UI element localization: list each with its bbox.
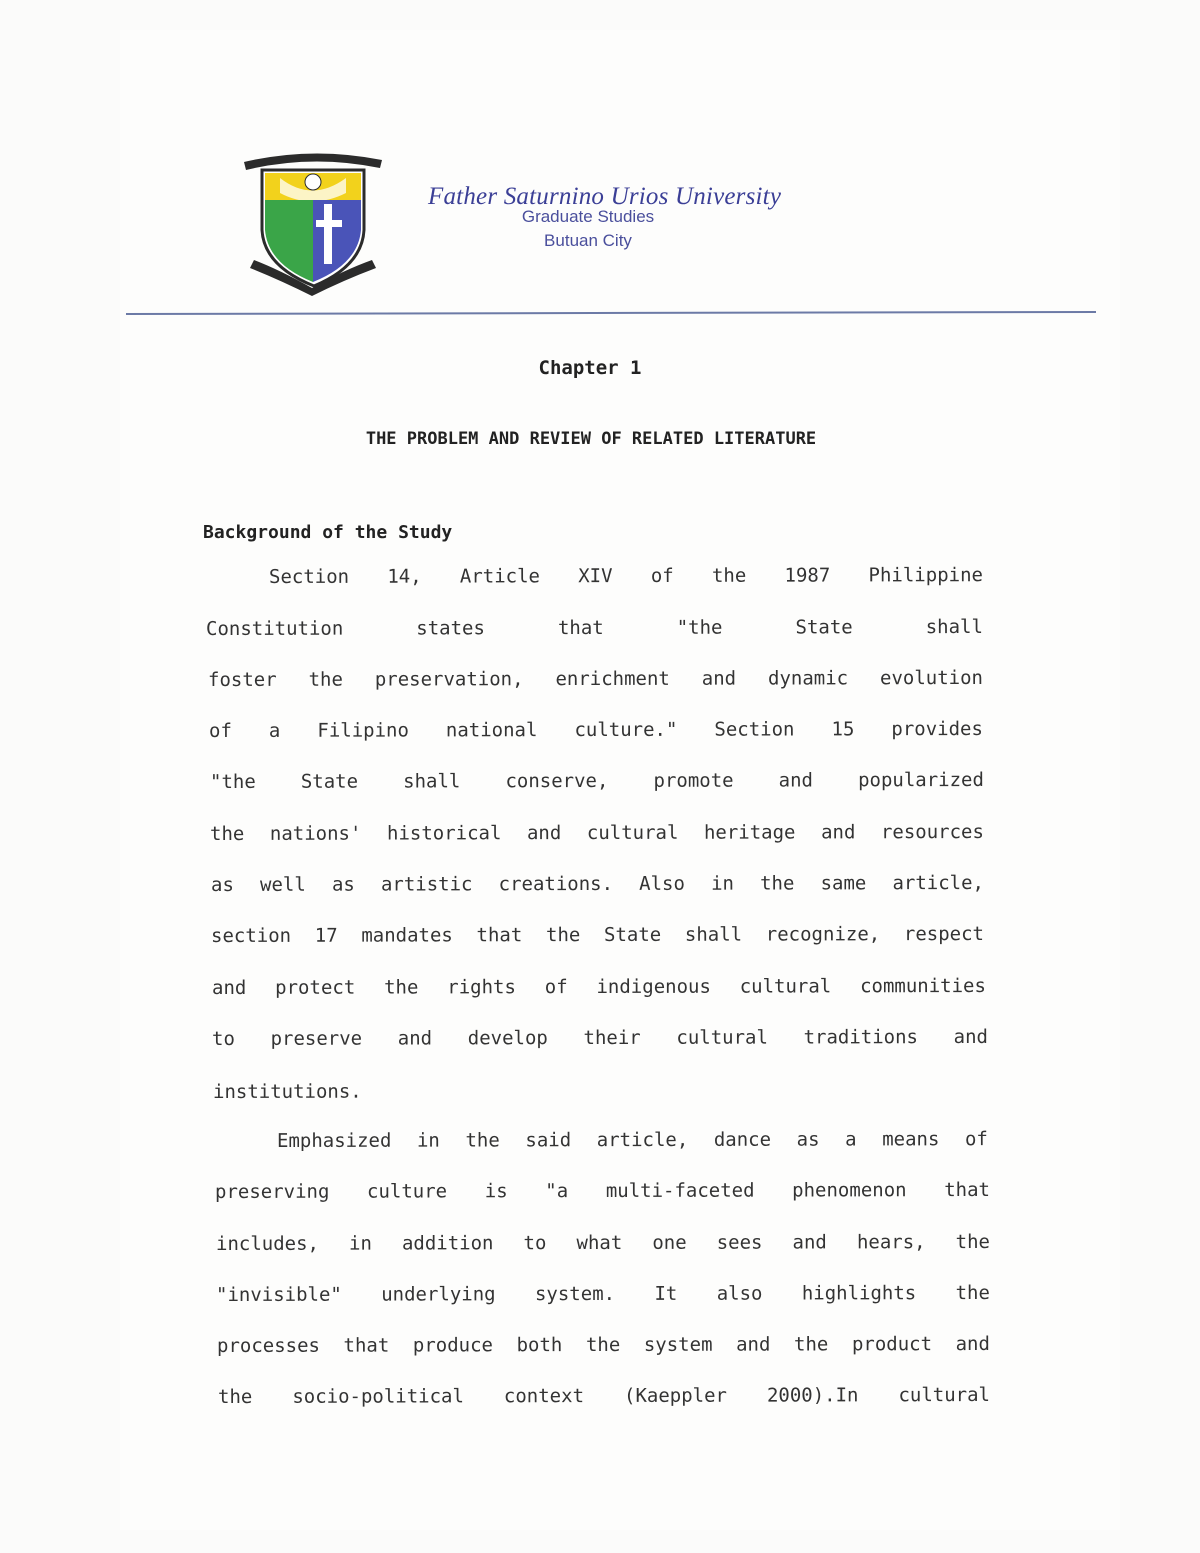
- department-name: Graduate Studies: [521, 207, 655, 226]
- word: highlights: [801, 1282, 917, 1305]
- body-line: [212, 975, 986, 1003]
- word: respect: [903, 922, 984, 946]
- word: what: [576, 1231, 623, 1255]
- word: and: [736, 1333, 771, 1356]
- word: system: [643, 1333, 713, 1356]
- word: in: [711, 872, 734, 895]
- word: that: [944, 1178, 990, 1202]
- word: 17: [314, 924, 338, 947]
- word: preserving: [214, 1180, 330, 1203]
- word: as: [331, 873, 355, 896]
- city-name: Butuan City: [544, 231, 632, 250]
- word: socio-political: [292, 1385, 464, 1408]
- body-line: [206, 616, 983, 644]
- word: foster: [207, 668, 277, 691]
- word: section: [210, 924, 292, 947]
- body-line: [215, 1179, 990, 1207]
- word: XIV: [578, 565, 613, 588]
- word: cultural: [586, 821, 679, 845]
- word: shall: [403, 770, 461, 793]
- word: recognize,: [765, 923, 881, 946]
- word: creations.: [498, 872, 614, 896]
- word: 14,: [387, 565, 422, 588]
- word: a: [268, 719, 281, 742]
- word: "a: [545, 1180, 569, 1203]
- word: system.: [534, 1282, 616, 1306]
- body-line: [209, 718, 983, 746]
- word: to: [211, 1027, 235, 1050]
- word: Article: [459, 565, 541, 588]
- word: and: [792, 1231, 827, 1254]
- word: of: [964, 1128, 988, 1151]
- body-line: [277, 1128, 988, 1156]
- word: cultural: [898, 1383, 991, 1407]
- word: the: [209, 822, 245, 845]
- word: a: [845, 1128, 857, 1151]
- word: "invisible": [215, 1283, 342, 1306]
- word: the: [955, 1281, 990, 1305]
- word: same: [820, 872, 867, 895]
- chapter-label: Chapter 1: [538, 357, 642, 379]
- word: also: [716, 1282, 763, 1305]
- word: the: [217, 1385, 253, 1408]
- word: the: [711, 564, 747, 587]
- word: Section: [714, 718, 795, 741]
- word: and: [211, 976, 247, 999]
- word: promote: [653, 769, 734, 792]
- word: State: [603, 923, 662, 946]
- word: and: [953, 1025, 988, 1049]
- word: as: [796, 1128, 820, 1151]
- word: phenomenon: [792, 1179, 907, 1202]
- word: article,: [596, 1128, 689, 1152]
- word: heritage: [703, 821, 796, 844]
- word: multi-faceted: [605, 1179, 755, 1202]
- word: in: [416, 1129, 440, 1152]
- word: of: [650, 564, 674, 588]
- body-line: [210, 769, 984, 797]
- word: cultural: [676, 1026, 768, 1049]
- word: hears,: [856, 1231, 926, 1254]
- word: to: [523, 1232, 547, 1255]
- word: the: [760, 872, 795, 895]
- body-line: [212, 1026, 988, 1054]
- word: states: [416, 617, 485, 640]
- word: popularized: [858, 768, 984, 792]
- word: provides: [891, 717, 983, 741]
- word: processes: [216, 1334, 320, 1357]
- word: Philippine: [868, 564, 983, 587]
- word: the: [545, 924, 581, 947]
- word: rights: [447, 976, 516, 999]
- word: dance: [713, 1128, 772, 1151]
- word: national: [445, 719, 538, 742]
- chapter-title: THE PROBLEM AND REVIEW OF RELATED LITERATURE: [365, 429, 817, 449]
- word: Section: [268, 565, 350, 588]
- word: the: [308, 668, 343, 691]
- word: 1987: [784, 564, 831, 587]
- word: State: [300, 770, 359, 793]
- body-line: [217, 1333, 990, 1361]
- word: conserve,: [505, 769, 609, 793]
- word: and: [397, 1027, 433, 1050]
- word: historical: [386, 822, 502, 845]
- word: in: [348, 1232, 372, 1255]
- university-logo: [240, 148, 385, 298]
- section-heading: Background of the Study: [203, 522, 453, 543]
- word: traditions: [803, 1026, 918, 1049]
- word: that: [557, 616, 604, 640]
- word: culture.": [574, 718, 678, 742]
- word: includes,: [215, 1232, 319, 1255]
- word: is: [484, 1180, 508, 1203]
- word: underlying: [381, 1283, 496, 1306]
- body-line: institutions.: [212, 1080, 362, 1103]
- word: the: [955, 1230, 990, 1254]
- word: well: [259, 873, 306, 896]
- word: their: [583, 1026, 641, 1050]
- word: preservation,: [374, 668, 524, 691]
- word: sees: [716, 1231, 763, 1254]
- university-name: Father Saturnino Urios University: [428, 183, 782, 210]
- word: protect: [275, 976, 356, 999]
- word: evolution: [879, 666, 983, 690]
- university-header: [428, 183, 782, 253]
- word: and: [778, 769, 814, 792]
- word: State: [795, 616, 853, 639]
- word: enrichment: [555, 667, 670, 691]
- word: mandates: [361, 924, 453, 947]
- word: addition: [401, 1232, 494, 1255]
- word: that: [476, 924, 523, 947]
- word: dynamic: [767, 667, 849, 690]
- word: of: [544, 976, 568, 999]
- body-line: [210, 821, 984, 849]
- word: the: [793, 1333, 829, 1356]
- word: Filipino: [317, 719, 409, 742]
- word: and: [955, 1332, 990, 1356]
- word: one: [652, 1231, 687, 1254]
- body-line: [208, 667, 983, 695]
- word: culture: [366, 1180, 448, 1203]
- word: and: [821, 821, 856, 844]
- body-line: [211, 923, 984, 951]
- word: cultural: [739, 975, 832, 998]
- word: shall: [925, 615, 983, 639]
- word: "the: [676, 616, 723, 639]
- word: as: [210, 873, 234, 896]
- word: develop: [467, 1027, 548, 1050]
- body-line: [269, 564, 983, 592]
- word: of: [208, 719, 232, 742]
- word: the: [585, 1333, 621, 1357]
- word: communities: [860, 974, 986, 998]
- word: produce: [412, 1334, 494, 1357]
- word: the: [384, 976, 419, 999]
- word: shall: [684, 923, 743, 946]
- word: indigenous: [596, 975, 711, 998]
- word: that: [343, 1334, 390, 1357]
- word: and: [701, 667, 737, 690]
- word: 2000).In: [766, 1384, 859, 1407]
- word: Emphasized: [276, 1129, 392, 1152]
- word: the: [465, 1129, 500, 1152]
- word: means: [882, 1128, 940, 1151]
- body-line: [218, 1384, 990, 1412]
- word: Also: [639, 872, 685, 895]
- word: both: [516, 1334, 563, 1357]
- word: It: [654, 1282, 678, 1305]
- word: resources: [880, 820, 984, 844]
- word: nations': [269, 822, 362, 845]
- word: article,: [892, 871, 985, 895]
- word: product: [851, 1333, 933, 1356]
- body-line: [216, 1231, 990, 1259]
- word: said: [525, 1129, 572, 1152]
- word: Constitution: [205, 617, 344, 640]
- word: and: [526, 822, 562, 845]
- word: "the: [209, 770, 256, 793]
- body-line: [211, 872, 984, 900]
- word: context: [503, 1385, 585, 1408]
- word: preserve: [270, 1027, 363, 1050]
- word: artistic: [380, 873, 473, 896]
- word: 15: [831, 718, 855, 741]
- body-line: [216, 1282, 990, 1310]
- word: (Kaeppler: [623, 1384, 727, 1407]
